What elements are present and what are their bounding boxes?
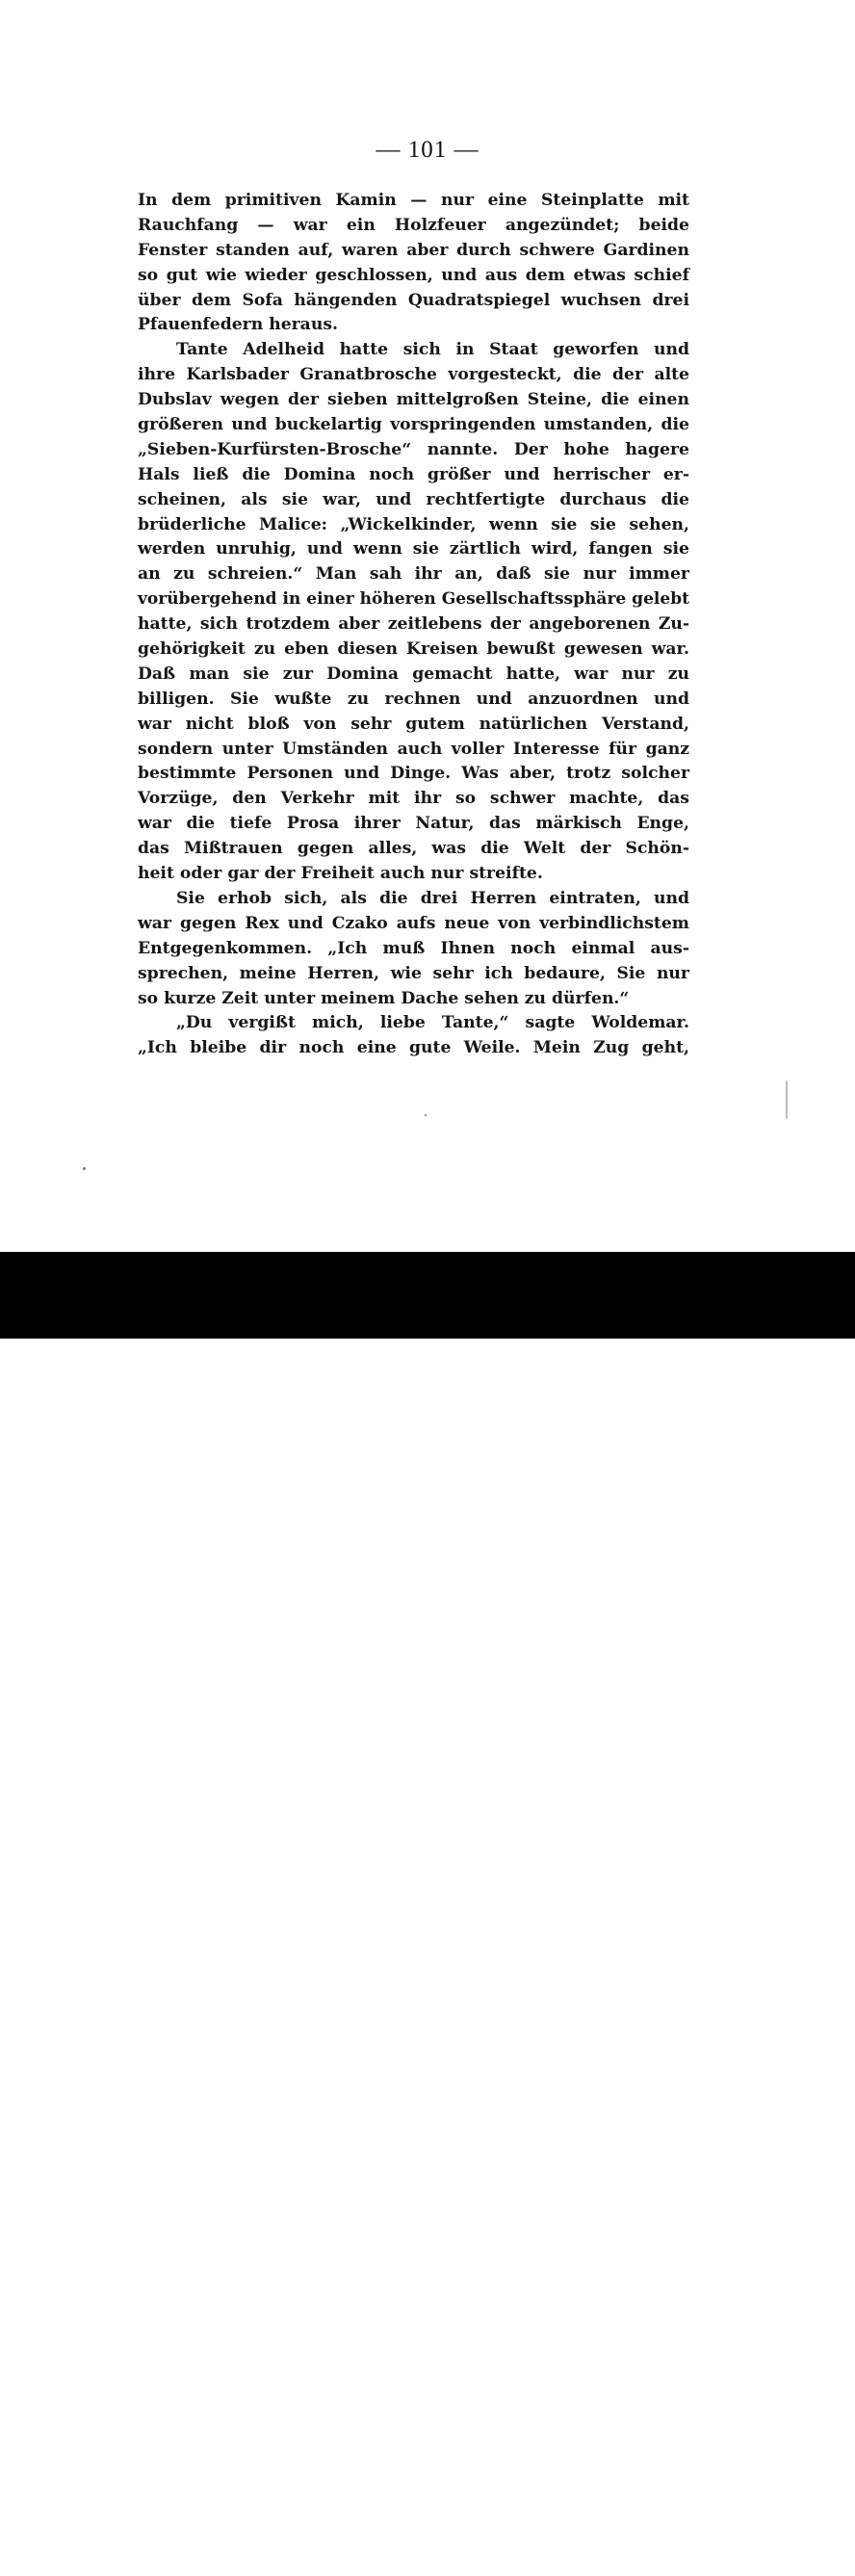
text-line: an zu schreien.“ Man sah ihr an, daß sie nur immer <box>138 564 689 585</box>
text-line: bestimmte Personen und Dinge. Was aber, trotz solcher <box>138 764 689 784</box>
text-line: über dem Sofa hängenden Quadratspiegel wuchsen drei <box>138 290 689 310</box>
text-line: Daß man sie zur Domina gemacht hatte, war nur zu <box>138 664 689 684</box>
image-id-label: Image ID: W8BK6N <box>690 2516 834 2535</box>
text-line: gehörigkeit zu eben diesen Kreisen bewußt gewesen war. <box>138 639 689 660</box>
text-line: heit oder gar der Freiheit auch nur streifte. <box>138 864 543 884</box>
site-url: www.alamy.com <box>703 2555 834 2575</box>
text-line: Hals ließ die Domina noch größer und herrischer er- <box>138 464 689 484</box>
text-line: Entgegenkommen. „Ich muß Ihnen noch einmal aus- <box>138 938 689 958</box>
text-line: ihre Karlsbader Granatbrosche vorgesteckt, die der alte <box>138 365 689 385</box>
text-line: größeren und buckelartig vorspringenden umstanden, die <box>138 415 689 435</box>
text-line: brüderliche Malice: „Wickelkinder, wenn sie sie sehen, <box>138 514 689 534</box>
text-line: Sie erhob sich, als die drei Herren eintraten, und <box>176 888 689 908</box>
book-page <box>0 0 855 1252</box>
text-line: war nicht bloß von sehr gutem natürlichen Verstand, <box>138 714 689 734</box>
text-line: Vorzüge, den Verkehr mit ihr so schwer machte, das <box>138 789 689 809</box>
text-line: „Ich bleibe dir noch eine gute Weile. Mein Zug geht, <box>138 1038 689 1058</box>
text-line: vorübergehend in einer höheren Gesellschaftssphäre gelebt <box>138 589 689 610</box>
paper-speck <box>83 1167 86 1170</box>
text-line: sprechen, meine Herren, wie sehr ich bedaure, Sie nur <box>138 963 689 983</box>
alamy-logo: alamy <box>21 2512 169 2573</box>
text-line: werden unruhig, und wenn sie zärtlich wird, fangen sie <box>138 539 689 559</box>
text-line: In dem primitiven Kamin — nur eine Steinplatte mit <box>138 191 689 210</box>
text-line: „Sieben-Kurfürsten-Brosche“ nannte. Der hohe hagere <box>138 439 689 459</box>
text-line: Rauchfang — war ein Holzfeuer angezündet; beide <box>138 215 689 235</box>
text-line: Pfauenfedern heraus. <box>138 315 338 335</box>
stock-footer <box>0 1252 855 2575</box>
text-line: billigen. Sie wußte zu rechnen und anzuordnen und <box>138 689 689 709</box>
text-line: hatte, sich trotzdem aber zeitlebens der angeborenen Zu- <box>138 614 689 635</box>
scan-edge-mark <box>786 1080 788 1119</box>
text-line: Fenster standen auf, waren aber durch schwere Gardinen <box>138 240 689 260</box>
text-line: sondern unter Umständen auch voller Interesse für ganz <box>138 739 689 759</box>
text-line: war gegen Rex und Czako aufs neue von verbindlichstem <box>138 913 689 933</box>
text-line: „Du vergißt mich, liebe Tante,“ sagte Woldemar. <box>176 1013 689 1033</box>
text-line: scheinen, als sie war, und rechtfertigte durchaus die <box>138 489 689 509</box>
body-text <box>138 189 689 1061</box>
text-line: so kurze Zeit unter meinem Dache sehen zu dürfen.“ <box>138 988 630 1008</box>
text-line: war die tiefe Prosa ihrer Natur, das märkisch Enge, <box>138 814 689 834</box>
text-line: Dubslav wegen der sieben mittelgroßen Steine, die einen <box>138 390 689 410</box>
page-number: — 101 — <box>376 137 479 163</box>
text-line: das Mißtrauen gegen alles, was die Welt der Schön- <box>138 839 689 859</box>
text-line: Tante Adelheid hatte sich in Staat geworfen und <box>176 340 689 360</box>
text-line: so gut wie wieder geschlossen, und aus dem etwas schief <box>138 265 689 285</box>
paper-speck <box>425 1114 427 1116</box>
